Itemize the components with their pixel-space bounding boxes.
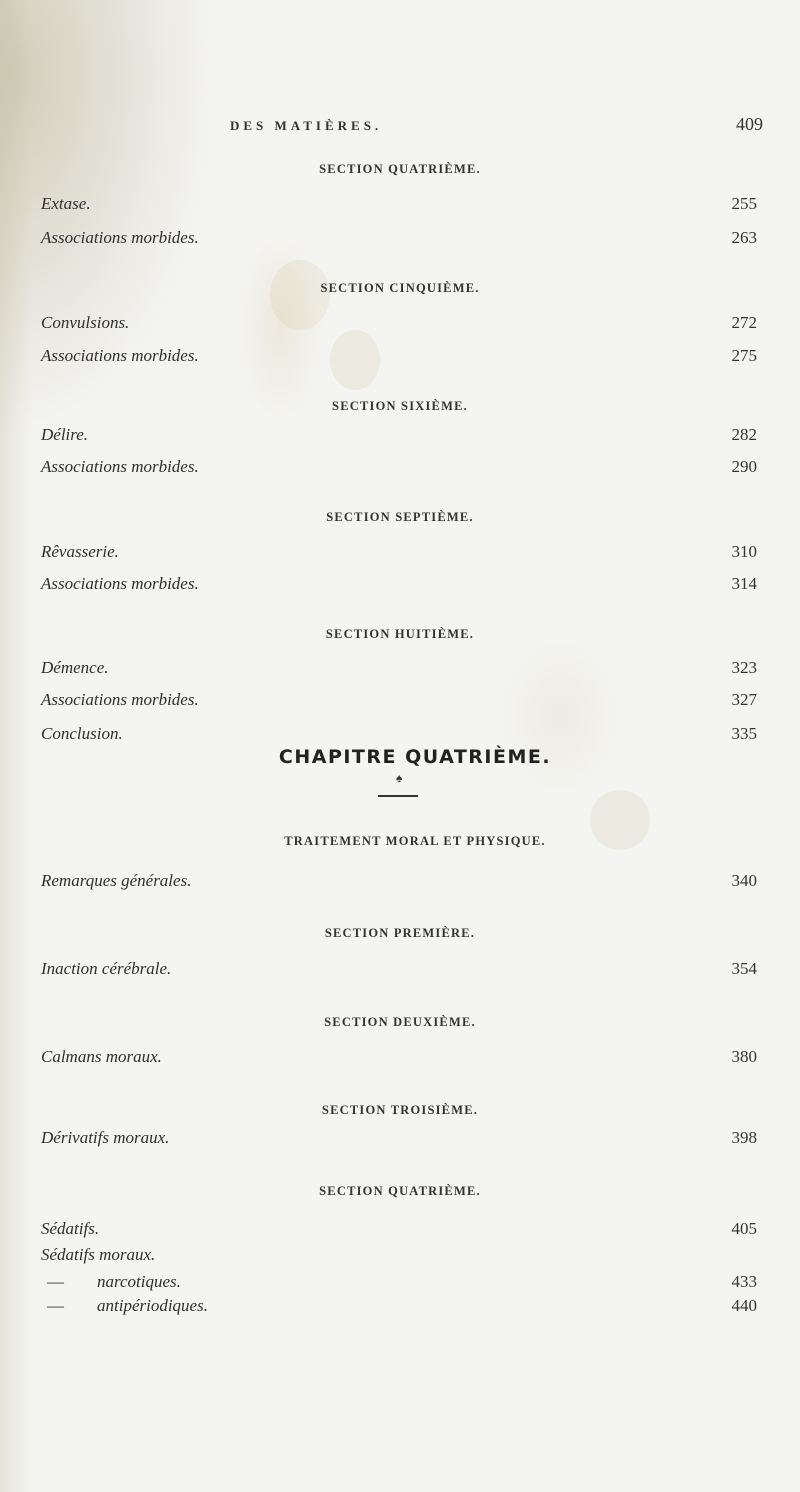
entry-title: Sédatifs. bbox=[41, 1219, 100, 1238]
entry-page: 255 bbox=[731, 194, 757, 213]
section-heading: SECTION QUATRIÈME. bbox=[319, 1184, 481, 1198]
dash-marker: — bbox=[47, 1272, 64, 1291]
entry-title: Calmans moraux. bbox=[41, 1047, 162, 1066]
entry-title: Sédatifs moraux. bbox=[41, 1245, 156, 1264]
entry-page: 310 bbox=[731, 542, 757, 561]
entry-title: Délire. bbox=[41, 425, 89, 444]
dash-marker: — bbox=[47, 1296, 64, 1315]
entry-page: 335 bbox=[731, 724, 757, 743]
entry-title: Associations morbides. bbox=[41, 228, 199, 247]
entry-title: Inaction cérébrale. bbox=[41, 959, 172, 978]
entry-page: 405 bbox=[731, 1219, 757, 1238]
chapter-divider bbox=[378, 795, 418, 797]
entry-page: 323 bbox=[731, 658, 757, 677]
entry-page: 380 bbox=[731, 1047, 757, 1066]
entry-title: Rêvasserie. bbox=[41, 542, 119, 561]
entry-title: Associations morbides. bbox=[41, 346, 199, 365]
section-heading: SECTION QUATRIÈME. bbox=[319, 162, 481, 176]
entry-page: 282 bbox=[731, 425, 757, 444]
entry-page: 433 bbox=[731, 1272, 757, 1291]
entry-page: 354 bbox=[731, 959, 757, 978]
section-heading: SECTION PREMIÈRE. bbox=[324, 926, 476, 940]
page-number: 409 bbox=[736, 114, 763, 134]
entry-title: narcotiques. bbox=[97, 1272, 181, 1291]
chapter-subtitle: TRAITEMENT MORAL ET PHYSIQUE. bbox=[284, 834, 546, 848]
entry-page: 327 bbox=[731, 690, 757, 709]
entry-title: Associations morbides. bbox=[41, 690, 199, 709]
entry-title: antipériodiques. bbox=[97, 1296, 208, 1315]
section-heading: SECTION CINQUIÈME. bbox=[320, 281, 480, 295]
paper-stain bbox=[330, 330, 380, 390]
entry-title: Conclusion. bbox=[41, 724, 123, 743]
entry-page: 440 bbox=[731, 1296, 757, 1315]
section-heading: SECTION DEUXIÈME. bbox=[324, 1015, 476, 1029]
entry-title: Extase. bbox=[41, 194, 91, 213]
entry-page: 275 bbox=[731, 346, 757, 365]
entry-page: 314 bbox=[731, 574, 757, 593]
entry-page: 290 bbox=[731, 457, 757, 476]
running-title: DES MATIÈRES. bbox=[230, 118, 383, 133]
section-heading: SECTION HUITIÈME. bbox=[325, 627, 475, 641]
entry-title: Démence. bbox=[41, 658, 109, 677]
section-heading: SECTION TROISIÈME. bbox=[321, 1103, 479, 1117]
entry-title: Associations morbides. bbox=[41, 457, 199, 476]
chapter-ornament-icon: ♠ bbox=[396, 771, 403, 785]
entry-title: Convulsions. bbox=[41, 313, 130, 332]
section-heading: SECTION SIXIÈME. bbox=[332, 399, 468, 413]
entry-page: 398 bbox=[731, 1128, 757, 1147]
entry-page: 340 bbox=[731, 871, 757, 890]
entry-page: 263 bbox=[731, 228, 757, 247]
chapter-title: CHAPITRE QUATRIÈME. bbox=[278, 746, 552, 768]
entry-title: Associations morbides. bbox=[41, 574, 199, 593]
entry-title: Remarques générales. bbox=[41, 871, 192, 890]
entry-page: 272 bbox=[731, 313, 757, 332]
section-heading: SECTION SEPTIÈME. bbox=[326, 510, 474, 524]
entry-title: Dérivatifs moraux. bbox=[41, 1128, 170, 1147]
